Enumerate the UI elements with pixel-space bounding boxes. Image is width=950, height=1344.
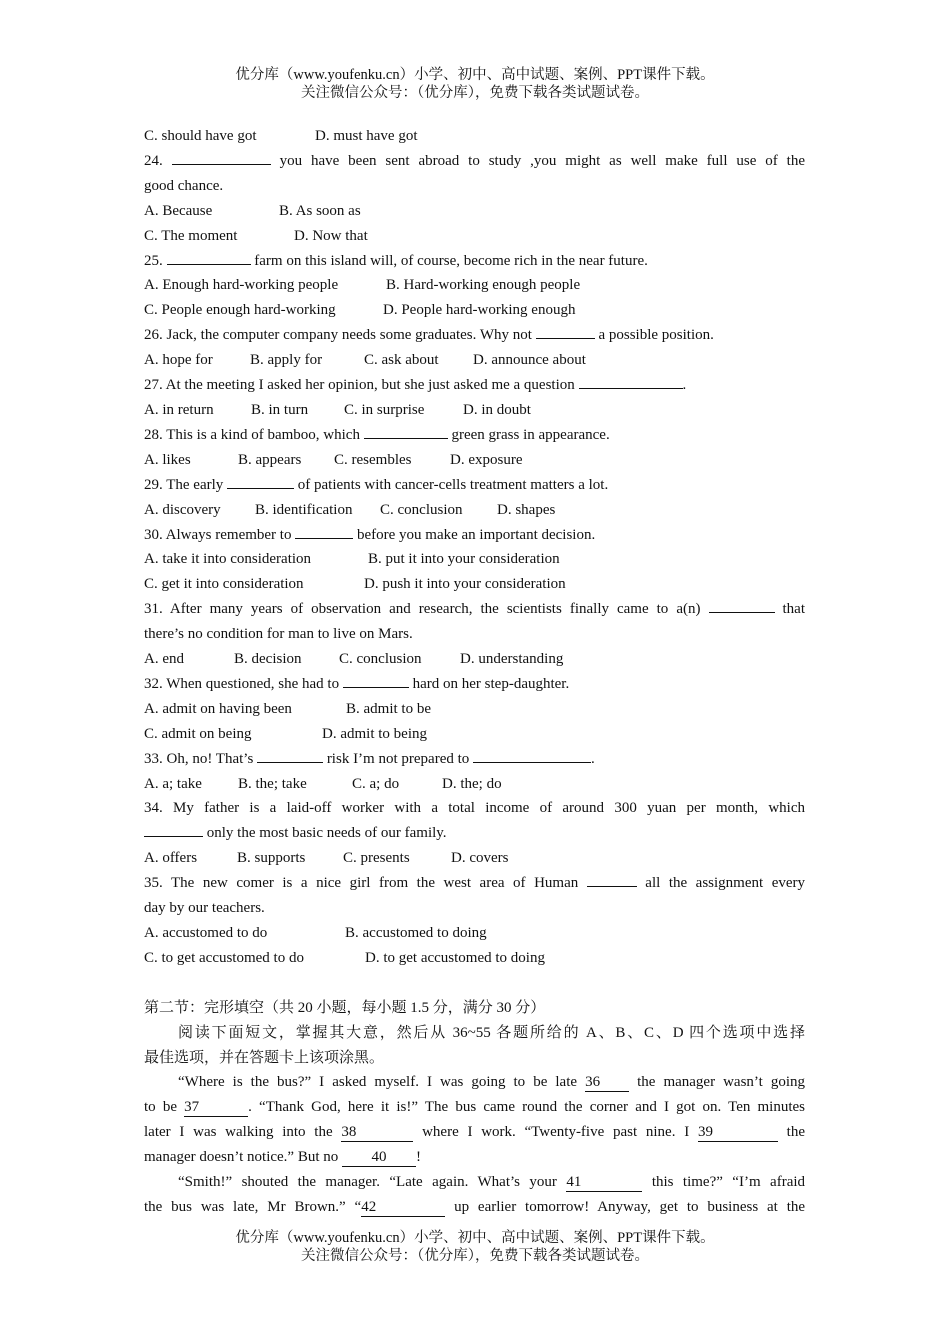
q32-options-cd xyxy=(144,722,805,747)
q28-option-d: D. exposure xyxy=(450,451,523,468)
passage-text: “Where is the bus?” I asked myself. I was going to be late xyxy=(178,1074,578,1091)
q31-options xyxy=(144,647,805,672)
q25-number: 25. xyxy=(144,252,163,269)
q24-option-d: D. Now that xyxy=(294,227,368,244)
q24-option-b: B. As soon as xyxy=(279,202,361,219)
cloze-blank-36: 36 xyxy=(585,1074,629,1092)
q34-stem: 34. My father is a laid-off worker with a total income of around 300 yuan per month, which xyxy=(144,800,805,817)
q29-option-a: A. discovery xyxy=(144,501,221,518)
q30-options-ab xyxy=(144,547,805,572)
q27-text-pre: 27. At the meeting I asked her opinion, but she just asked me a question xyxy=(144,377,575,394)
cloze-blank-42: 42 xyxy=(361,1199,445,1217)
q33-blank-1 xyxy=(257,749,323,763)
q29-text-pre: 29. The early xyxy=(144,476,224,493)
q35-option-c: C. to get accustomed to do xyxy=(144,949,304,966)
q32-stem xyxy=(144,672,805,697)
q24-options-ab xyxy=(144,199,805,224)
q35-text-post: all the assignment every xyxy=(645,875,806,892)
q23-option-c: C. should have got xyxy=(144,128,257,144)
q25-options-cd xyxy=(144,298,805,323)
q34-stem-cont xyxy=(144,821,805,846)
passage-p1-line1 xyxy=(144,1070,805,1095)
q27-option-b: B. in turn xyxy=(251,401,309,418)
section2-title: 第二节：完形填空（共 20 小题，每小题 1.5 分，满分 30 分） xyxy=(144,999,546,1016)
passage-text: later I was walking into the xyxy=(144,1124,333,1141)
q25-options-ab xyxy=(144,273,805,298)
q24-stem-cont: good chance. xyxy=(144,177,224,194)
q32-blank xyxy=(343,674,409,688)
q30-text-post: before you make an important decision. xyxy=(356,526,596,543)
q25-blank xyxy=(167,251,251,265)
cloze-blank-37: 37 xyxy=(184,1099,248,1117)
passage-p1-line4 xyxy=(144,1145,805,1170)
q33-option-b: B. the; take xyxy=(238,775,307,792)
q25-stem xyxy=(144,249,805,274)
section2-instructions-cont: 最佳选项，并在答题卡上该项涂黑。 xyxy=(144,1049,385,1066)
q23-option-d: D. must have got xyxy=(315,128,418,144)
q31-stem-cont: there’s no condition for man to live on Mars. xyxy=(144,626,413,643)
cloze-blank-41: 41 xyxy=(566,1174,642,1192)
q33-text-pre: 33. Oh, no! That’s xyxy=(144,750,254,767)
passage-text: where I work. “Twenty-five past nine. I xyxy=(422,1124,690,1141)
q33-option-c: C. a; do xyxy=(352,775,400,792)
q31-text-pre: 31. After many years of observation and research, the scientists finally came to a(n) xyxy=(144,601,701,618)
q32-option-b: B. admit to be xyxy=(346,700,431,717)
q31-stem xyxy=(144,597,805,622)
passage-p2-line1 xyxy=(144,1170,805,1195)
q29-option-b: B. identification xyxy=(255,501,353,518)
q33-text-post: . xyxy=(591,750,595,767)
passage-text: manager doesn’t notice.” But no xyxy=(144,1149,339,1166)
cloze-blank-39: 39 xyxy=(698,1124,778,1142)
cloze-blank-38: 38 xyxy=(341,1124,413,1142)
q30-text-pre: 30. Always remember to xyxy=(144,526,292,543)
q32-option-a: A. admit on having been xyxy=(144,700,292,717)
q35-options-ab xyxy=(144,921,805,946)
q29-option-c: C. conclusion xyxy=(380,501,463,518)
q27-option-c: C. in surprise xyxy=(344,401,425,418)
q35-options-cd xyxy=(144,946,805,971)
q32-options-ab xyxy=(144,697,805,722)
q31-text-post: that xyxy=(782,601,806,618)
q27-blank xyxy=(579,375,683,389)
q31-option-b: B. decision xyxy=(234,651,302,668)
q29-text-post: of patients with cancer-cells treatment matters a lot. xyxy=(297,476,609,493)
q35-option-a: A. accustomed to do xyxy=(144,925,268,941)
q29-blank xyxy=(227,475,294,489)
q35-option-d: D. to get accustomed to doing xyxy=(365,949,545,966)
passage-text: . “Thank God, here it is!” The bus came round the corner and I got on. Ten minutes xyxy=(248,1099,806,1116)
q30-blank xyxy=(295,525,353,539)
passage-text: to be xyxy=(144,1099,177,1116)
q27-text-post: . xyxy=(682,377,687,394)
passage-text: up earlier tomorrow! Anyway, get to business at the xyxy=(454,1198,806,1215)
q28-option-c: C. resembles xyxy=(334,451,412,468)
q30-option-a: A. take it into consideration xyxy=(144,551,312,568)
header-line-2: 关注微信公众号：（优分库），免费下载各类试题试卷。 xyxy=(301,85,649,101)
q35-stem xyxy=(144,871,805,896)
q26-blank xyxy=(536,325,595,339)
q25-option-a: A. Enough hard-working people xyxy=(144,277,339,294)
cloze-blank-40: 40 xyxy=(342,1149,416,1167)
q26-options xyxy=(144,348,805,373)
q34-text-post: only the most basic needs of our family. xyxy=(206,825,447,842)
passage-p2-line2 xyxy=(144,1195,805,1220)
footer-line-1: 优分库（www.youfenku.cn）小学、初中、高中试题、案例、PPT课件下载。 xyxy=(235,1230,715,1246)
q32-option-c: C. admit on being xyxy=(144,725,252,742)
passage-text: ! xyxy=(416,1149,422,1166)
q30-option-b: B. put it into your consideration xyxy=(368,551,560,568)
q33-option-d: D. the; do xyxy=(442,775,502,792)
passage-text: the manager wasn’t going xyxy=(637,1074,805,1091)
page-footer xyxy=(0,1229,950,1265)
q31-option-c: C. conclusion xyxy=(339,651,422,668)
q26-text-post: a possible position. xyxy=(598,327,714,344)
q35-option-b: B. accustomed to doing xyxy=(345,925,487,941)
q34-option-a: A. offers xyxy=(144,850,198,867)
q35-text-pre: 35. The new comer is a nice girl from the west area of Human xyxy=(144,875,579,892)
q27-options xyxy=(144,398,805,423)
header-line-1: 优分库（www.youfenku.cn）小学、初中、高中试题、案例、PPT课件下载。 xyxy=(235,67,715,83)
q31-blank xyxy=(709,599,775,613)
q25-option-c: C. People enough hard-working xyxy=(144,302,336,319)
section-spacer xyxy=(144,971,805,996)
q28-blank xyxy=(364,425,448,439)
q33-options xyxy=(144,772,805,797)
q24-blank xyxy=(172,151,271,165)
q34-option-d: D. covers xyxy=(451,850,509,867)
q32-text-post: hard on her step-daughter. xyxy=(412,675,570,692)
q28-option-b: B. appears xyxy=(238,451,302,468)
passage-text: the bus was late, Mr Brown.” “ xyxy=(144,1198,362,1215)
q24-option-c: C. The moment xyxy=(144,227,238,244)
q28-text-post: green grass in appearance. xyxy=(451,426,610,443)
footer-line-2: 关注微信公众号：（优分库），免费下载各类试题试卷。 xyxy=(301,1248,649,1264)
q34-blank xyxy=(144,823,203,837)
q35-blank xyxy=(587,873,637,887)
q31-option-d: D. understanding xyxy=(460,651,564,668)
q27-option-a: A. in return xyxy=(144,401,214,418)
q33-stem xyxy=(144,747,805,772)
q31-option-a: A. end xyxy=(144,651,184,668)
q24-stem xyxy=(144,149,805,174)
q26-option-b: B. apply for xyxy=(250,352,323,369)
q27-stem xyxy=(144,373,805,398)
passage-text: “Smith!” shouted the manager. “Late again. What’s your xyxy=(178,1174,557,1191)
q33-blank-2 xyxy=(473,749,591,763)
q30-option-d: D. push it into your consideration xyxy=(364,576,566,593)
q25-option-b: B. Hard-working enough people xyxy=(386,277,581,294)
q34-option-c: C. presents xyxy=(343,850,410,867)
q26-option-c: C. ask about xyxy=(364,352,439,369)
q25-text: farm on this island will, of course, become rich in the near future. xyxy=(254,252,648,269)
exam-content xyxy=(144,124,805,1220)
q30-options-cd xyxy=(144,572,805,597)
passage-p1-line2 xyxy=(144,1095,805,1120)
q24-number: 24. xyxy=(144,152,163,169)
q35-stem-cont: day by our teachers. xyxy=(144,900,265,917)
q27-option-d: D. in doubt xyxy=(463,401,531,418)
q32-option-d: D. admit to being xyxy=(322,725,427,742)
passage-text: the xyxy=(786,1124,805,1141)
q25-option-d: D. People hard-working enough xyxy=(383,302,576,319)
q34-options xyxy=(144,846,805,871)
q26-option-d: D. announce about xyxy=(473,352,586,369)
q26-option-a: A. hope for xyxy=(144,352,213,369)
q24-option-a: A. Because xyxy=(144,202,213,219)
section2-instructions: 阅读下面短文，掌握其大意，然后从 36~55 各题所给的 A、B、C、D 四个选项中选择 xyxy=(178,1024,805,1041)
page-header xyxy=(0,66,950,102)
q28-option-a: A. likes xyxy=(144,451,191,468)
q26-text-pre: 26. Jack, the computer company needs some graduates. Why not xyxy=(144,327,532,344)
q29-stem xyxy=(144,473,805,498)
q23-options-cd xyxy=(144,124,805,149)
q34-option-b: B. supports xyxy=(237,850,306,867)
q26-stem xyxy=(144,323,805,348)
q28-options xyxy=(144,448,805,473)
q30-stem xyxy=(144,523,805,548)
q33-text-mid: risk I’m not prepared to xyxy=(326,750,470,767)
q24-options-cd xyxy=(144,224,805,249)
q30-option-c: C. get it into consideration xyxy=(144,576,304,593)
q32-text-pre: 32. When questioned, she had to xyxy=(144,675,340,692)
q33-option-a: A. a; take xyxy=(144,775,202,792)
q29-options xyxy=(144,498,805,523)
passage-p1-line3 xyxy=(144,1120,805,1145)
q28-text-pre: 28. This is a kind of bamboo, which xyxy=(144,426,360,443)
passage-text: this time?” “I’m afraid xyxy=(651,1174,806,1191)
q28-stem xyxy=(144,423,805,448)
q29-option-d: D. shapes xyxy=(497,501,556,518)
q24-text: you have been sent abroad to study ,you might as well make full use of the xyxy=(279,152,806,169)
